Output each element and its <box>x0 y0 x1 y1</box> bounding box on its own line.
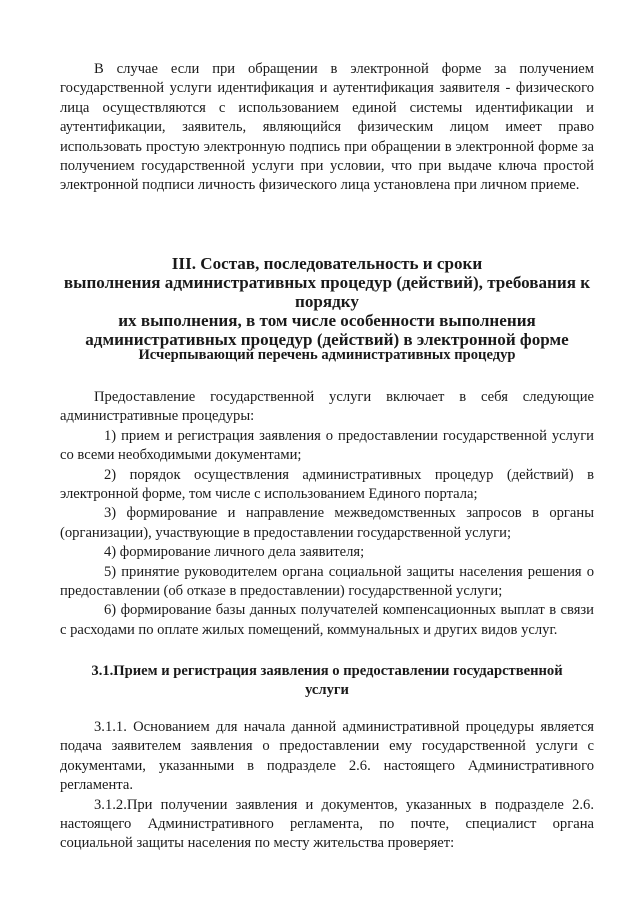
subsection-3-1-heading-line: услуги <box>305 682 349 698</box>
procedure-item: 3) формирование и направление межведомственных запросов в органы (организации), участвующие в предоставлении государственной услуги; <box>60 505 594 541</box>
procedure-item: 4) формирование личного дела заявителя; <box>104 544 365 561</box>
procedure-item: 1) прием и регистрация заявления о предоставлении государственной услуги со всеми необходимыми документами; <box>60 427 594 464</box>
subsection-paragraph: 3.1.2.При получении заявления и документов, указанных в подразделе 2.6. настоящего Административного регламента, по почте, специалист органа социальной защиты населения по месту жительства проверяет: <box>60 796 594 852</box>
section-3-heading <box>60 254 594 349</box>
procedure-item: 5) принятие руководителем органа социальной защиты населения решения о предоставлении (об отказе в предоставлении) государственной услуги; <box>60 563 594 600</box>
intro-section <box>60 60 594 196</box>
section-3-heading-line: административных процедур (действий) в электронной форме <box>85 330 569 349</box>
section-3-heading-line: III. Состав, последовательность и сроки <box>171 254 483 273</box>
section-3-heading-line: выполнения административных процедур (действий), требования к порядку <box>63 273 591 311</box>
subsection-3-1-heading-line: 3.1.Прием и регистрация заявления о предоставлении государственной <box>91 663 563 679</box>
procedure-item: 6) формирование базы данных получателей компенсационных выплат в связи с расходами по оплате жилых помещений, коммунальных и других видов услуг. <box>60 602 594 638</box>
subsection-3-1-body <box>60 718 594 854</box>
subsection-3-1-heading <box>60 662 594 700</box>
procedures-list-heading: Исчерпывающий перечень административных процедур <box>138 347 516 363</box>
section-3-heading-line: их выполнения, в том числе особенности выполнения <box>118 311 536 330</box>
intro-paragraph: В случае если при обращении в электронной форме за получением государственной услуги идентификация и аутентификация заявителя - физического лица осуществляются с использованием единой системы идентификации и аутентификации, заявитель, являющийся физическим лицом имеет право использовать простую электронную подпись при обращении в электронной форме за получением государственной услуги при условии, что при выдаче ключа простой электронной подписи личность физического лица установлена при личном приеме. <box>60 61 594 194</box>
procedures-section <box>60 388 594 640</box>
procedure-item: 2) порядок осуществления административных процедур (действий) в электронной форме, том числе с использованием Единого портала; <box>60 466 594 503</box>
subsection-paragraph: 3.1.1. Основанием для начала данной административной процедуры является подача заявителем заявления о предоставлении ему государственной услуги с документами, указанными в подразделе 2.6. настоящего Административного регламента. <box>60 719 594 794</box>
procedures-intro: Предоставление государственной услуги включает в себя следующие административные процедуры: <box>60 389 594 425</box>
